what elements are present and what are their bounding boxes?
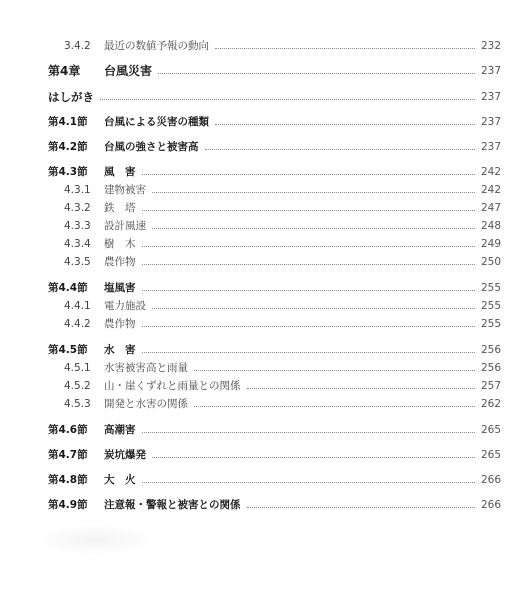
toc-entry-title: 塩風害: [104, 282, 136, 294]
toc-entry-page: 248: [480, 220, 501, 232]
dot-leader: [142, 432, 475, 433]
toc-entry-number: 第4.7節: [48, 449, 88, 461]
toc-entry-title: 山・崖くずれと雨量との関係: [104, 380, 241, 392]
toc-entry-page: 266: [480, 474, 501, 486]
toc-entry-title: 設計風速: [104, 220, 146, 232]
toc-entry-number: 4.4.2: [64, 318, 91, 330]
toc-entry-title: 建物被害: [104, 184, 146, 196]
toc-entry-number: 4.5.1: [64, 362, 91, 374]
toc-entry-title: 水 害: [104, 344, 136, 356]
toc-entry-title: 風 害: [104, 166, 136, 178]
toc-entry-title: 炭坑爆発: [104, 449, 146, 461]
toc-entry: [0, 89, 527, 105]
paper-smudge: [40, 525, 150, 555]
dot-leader: [158, 73, 475, 74]
toc-entry-number: 4.3.2: [64, 202, 91, 214]
toc-entry-number: 4.5.3: [64, 398, 91, 410]
toc-entry-number: 4.5.2: [64, 380, 91, 392]
toc-entry-page: 242: [480, 166, 501, 178]
toc-chapter-entry: [0, 63, 527, 79]
toc-entry-title: 高潮害: [104, 424, 136, 436]
toc-entry-number: 第4.4節: [48, 282, 88, 294]
toc-entry-number: 第4.1節: [48, 116, 88, 128]
dot-leader: [194, 406, 475, 407]
toc-entry-page: 255: [480, 300, 501, 312]
toc-entry-page: 262: [480, 398, 501, 410]
toc-entry-title: 農作物: [104, 318, 136, 330]
toc-entry-number: はしがき: [48, 90, 94, 104]
toc-subsection-entry: [0, 236, 527, 252]
dot-leader: [152, 192, 475, 193]
dot-leader: [205, 149, 475, 150]
toc-entry-number: 3.4.2: [64, 40, 91, 52]
toc-entry-page: 265: [480, 424, 501, 436]
toc-entry: [0, 38, 527, 54]
toc-entry-number: 4.3.1: [64, 184, 91, 196]
dot-leader: [152, 228, 475, 229]
dot-leader: [247, 507, 475, 508]
dot-leader: [142, 290, 475, 291]
dot-leader: [194, 370, 475, 371]
toc-subsection-entry: [0, 396, 527, 412]
toc-entry-page: 237: [480, 141, 501, 153]
toc-entry-title: 最近の数値予報の動向: [104, 40, 209, 52]
toc-entry-page: 255: [480, 282, 501, 294]
toc-entry-number: 第4.9節: [48, 499, 88, 511]
toc-entry-number: 第4.2節: [48, 141, 88, 153]
dot-leader: [142, 174, 475, 175]
toc-entry-page: 237: [480, 91, 501, 103]
toc-entry-page: 237: [480, 65, 501, 77]
dot-leader: [142, 326, 475, 327]
dot-leader: [142, 246, 475, 247]
toc-section-entry: [0, 114, 527, 130]
dot-leader: [142, 210, 475, 211]
toc-entry-page: 265: [480, 449, 501, 461]
toc-entry-page: 255: [480, 318, 501, 330]
toc-subsection-entry: [0, 254, 527, 270]
toc-entry-number: 4.3.3: [64, 220, 91, 232]
toc-entry-number: 第4.8節: [48, 474, 88, 486]
toc-entry-title: 注意報・警報と被害との関係: [104, 499, 241, 511]
toc-entry-title: 大 火: [104, 474, 136, 486]
toc-entry-page: 250: [480, 256, 501, 268]
dot-leader: [100, 99, 475, 100]
toc-entry-title: 樹 木: [104, 238, 136, 250]
toc-subsection-entry: [0, 218, 527, 234]
toc-entry-title: 台風による災害の種類: [104, 116, 209, 128]
toc-section-entry: [0, 422, 527, 438]
toc-entry-page: 266: [480, 499, 501, 511]
toc-entry-number: 第4.3節: [48, 166, 88, 178]
toc-entry-number: 4.3.4: [64, 238, 91, 250]
toc-subsection-entry: [0, 360, 527, 376]
toc-entry-title: 台風災害: [104, 64, 153, 78]
toc-section-entry: [0, 164, 527, 180]
toc-entry-page: 242: [480, 184, 501, 196]
dot-leader: [152, 308, 475, 309]
toc-section-entry: [0, 472, 527, 488]
toc-entry-number: 第4.5節: [48, 344, 88, 356]
toc-entry-title: 台風の強さと被害高: [104, 141, 199, 153]
toc-entry-page: 256: [480, 362, 501, 374]
toc-entry-number: 第4章: [48, 64, 81, 78]
dot-leader: [142, 482, 475, 483]
toc-subsection-entry: [0, 298, 527, 314]
toc-subsection-entry: [0, 182, 527, 198]
toc-entry-title: 開発と水害の関係: [104, 398, 188, 410]
toc-entry-number: 4.3.5: [64, 256, 91, 268]
toc-entry-number: 4.4.1: [64, 300, 91, 312]
toc-subsection-entry: [0, 378, 527, 394]
dot-leader: [142, 352, 475, 353]
toc-entry-title: 農作物: [104, 256, 136, 268]
toc-entry-page: 249: [480, 238, 501, 250]
toc-section-entry: [0, 497, 527, 513]
toc-entry-page: 237: [480, 116, 501, 128]
toc-entry-title: 鉄 塔: [104, 202, 136, 214]
toc-subsection-entry: [0, 316, 527, 332]
toc-entry-page: 257: [480, 380, 501, 392]
dot-leader: [215, 124, 475, 125]
toc-entry-page: 256: [480, 344, 501, 356]
toc-entry-title: 電力施設: [104, 300, 146, 312]
toc-entry-number: 第4.6節: [48, 424, 88, 436]
toc-entry-page: 232: [480, 40, 501, 52]
toc-subsection-entry: [0, 200, 527, 216]
toc-section-entry: [0, 280, 527, 296]
dot-leader: [215, 48, 475, 49]
toc-entry-title: 水害被害高と雨量: [104, 362, 188, 374]
dot-leader: [152, 457, 475, 458]
dot-leader: [142, 264, 475, 265]
dot-leader: [247, 388, 475, 389]
toc-section-entry: [0, 139, 527, 155]
toc-entry-page: 247: [480, 202, 501, 214]
toc-section-entry: [0, 342, 527, 358]
toc-section-entry: [0, 447, 527, 463]
